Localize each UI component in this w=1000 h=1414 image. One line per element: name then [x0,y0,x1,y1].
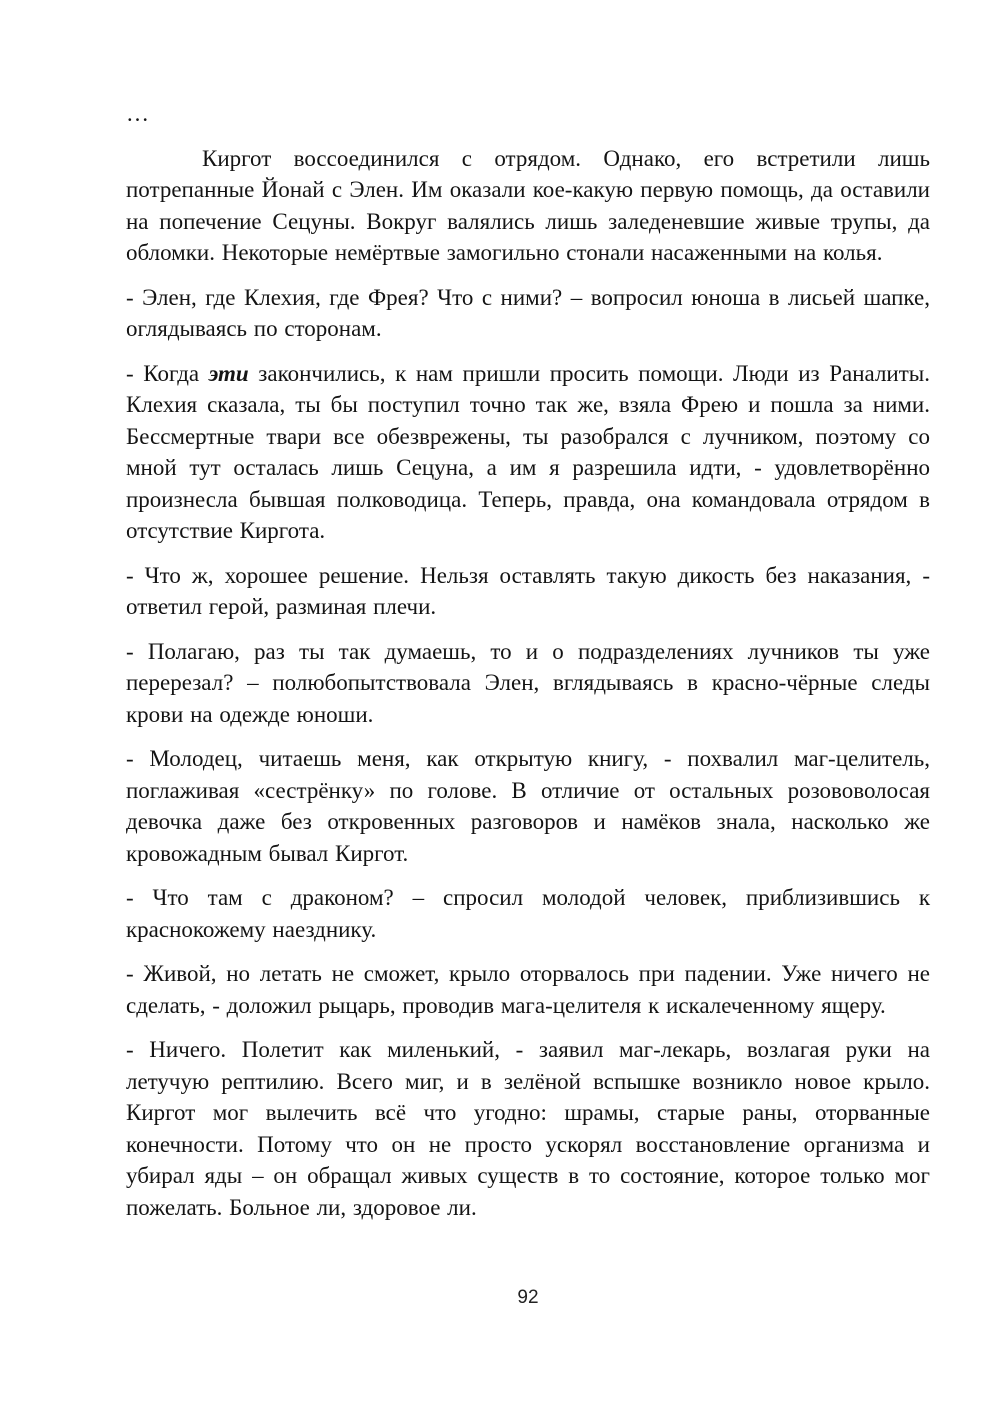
page-number: 92 [517,1287,539,1308]
paragraph: - Что ж, хорошее решение. Нельзя оставлять такую дикость без наказания, - ответил герой, разминая плечи. [126,562,930,619]
page-text [126,98,930,1236]
paragraph: - Элен, где Клехия, где Фрея? Что с ними? – вопросил юноша в лисьей шапке, оглядываясь по сторонам. [126,284,930,341]
emphasis-text: эти [208,360,249,386]
ellipsis-line: … [126,101,151,126]
paragraph: - Живой, но летать не сможет, крыло оторвалось при падении. Уже ничего не сделать, - доложил рыцарь, проводив мага-целителя к искалеченному ящеру. [126,961,930,1018]
paragraph: - Ничего. Полетит как миленький, - заявил маг-лекарь, возлагая руки на летучую рептилию. Всего миг, и в зелёной вспышке возникло новое крыло. Киргот мог вылечить всё что угодно: шрамы, старые раны, оторванные конечности. Потому что он не просто ускорял восстановление организма и убирал яды – он обращал живых существ в то состояние, которое только мог пожелать. Больное ли, здоровое ли. [126,1037,930,1220]
paragraph: Киргот воссоединился с отрядом. Однако, его встретили лишь потрепанные Йонай с Элен. Им оказали кое-какую первую помощь, да оставили на попечение Сецуны. Вокруг валялись лишь заледеневшие живые трупы, да обломки. Некоторые немёртвые замогильно стонали насаженными на колья. [126,145,930,265]
paragraph: - Полагаю, раз ты так думаешь, то и о подразделениях лучников ты уже перерезал? – полюбопытствовала Элен, вглядываясь в красно-чёрные следы крови на одежде юноши. [126,638,930,727]
paragraph: - Молодец, читаешь меня, как открытую книгу, - похвалил маг-целитель, поглаживая «сестрёнку» по голове. В отличие от остальных розововолосая девочка даже без откровенных разговоров и намёков знала, насколько же кровожадным бывал Киргот. [126,746,930,866]
paragraph: - Что там с драконом? – спросил молодой человек, приблизившись к краснокожему наезднику. [126,885,930,942]
paragraph: - Когда эти закончились, к нам пришли просить помощи. Люди из Раналиты. Клехия сказала, ты бы поступил точно так же, взяла Фрею и пошла за ними. Бессмертные твари все обезврежены, ты разобрался с лучником, поэтому со мной тут осталась лишь Сецуна, а им я разрешила идти, - удовлетворённо произнесла бывшая полководица. Теперь, правда, она командовала отрядом в отсутствие Киргота. [126,360,930,543]
